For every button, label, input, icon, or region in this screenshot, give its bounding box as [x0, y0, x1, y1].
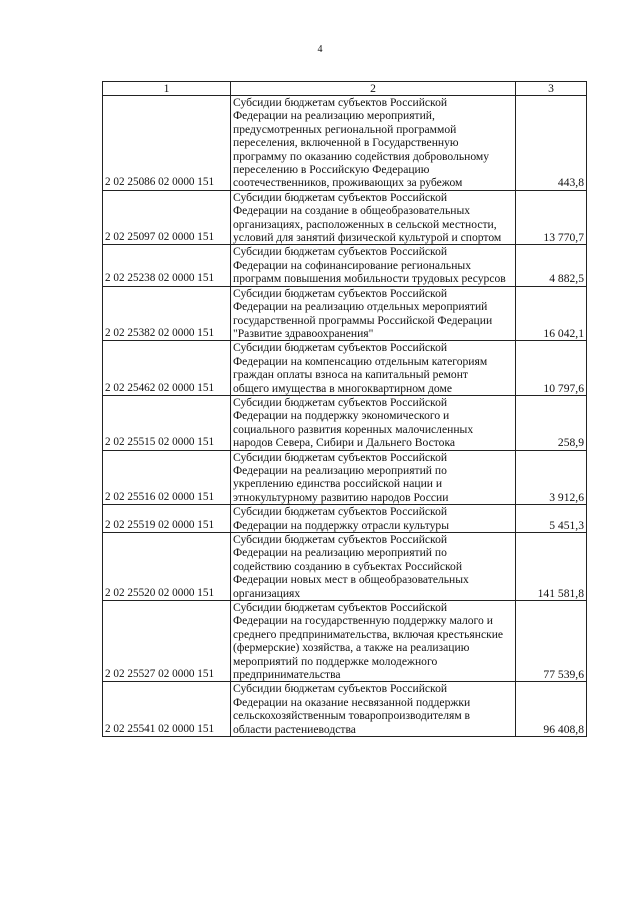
table-row — [103, 450, 587, 505]
revenue-name-line: Федерации на поддержку отрасли культуры — [233, 518, 449, 532]
revenue-name-line: Субсидии бюджетам субъектов Российской — [233, 96, 448, 109]
revenue-name-line: укреплению единства российской нации и — [233, 477, 443, 491]
amount-cell: 16 042,1 — [516, 286, 587, 341]
table-header-row — [103, 82, 587, 96]
table-row — [103, 96, 587, 191]
revenue-name-cell — [231, 450, 516, 505]
revenue-name-cell — [231, 286, 516, 341]
revenue-name-line: Субсидии бюджетам субъектов Российской — [233, 450, 448, 464]
revenue-code-cell: 2 02 25382 02 0000 151 — [103, 286, 231, 341]
revenue-name-line: Федерации на софинансирование региональных — [233, 258, 471, 272]
revenue-name-line: сельскохозяйственным товаропроизводителям в — [233, 709, 471, 723]
revenue-name-line: Субсидии бюджетам субъектов Российской — [233, 286, 448, 300]
revenue-name-line: программ повышения мобильности трудовых ресурсов — [233, 272, 506, 286]
revenue-name-line: Субсидии бюджетам субъектов Российской — [233, 395, 448, 409]
revenue-name-line: программу по оказанию содействия добровольному — [233, 149, 490, 163]
table-row — [103, 505, 587, 533]
revenue-name-line: Федерации на государственную поддержку малого и — [233, 614, 493, 628]
revenue-name-line: Федерации на реализацию мероприятий по — [233, 463, 447, 477]
revenue-name-line: этнокультурному развитию народов России — [233, 490, 449, 504]
revenue-name-line: среднего предпринимательства, включая крестьянские — [233, 627, 504, 641]
revenue-name-line: "Развитие здравоохранения" — [233, 326, 374, 340]
amount-cell: 77 539,6 — [516, 601, 587, 682]
amount-cell: 5 451,3 — [516, 505, 587, 533]
revenue-name-line: Федерации на реализацию отдельных мероприятий — [233, 300, 488, 314]
revenue-name-cell — [231, 341, 516, 396]
table-row — [103, 341, 587, 396]
revenue-name-cell — [231, 601, 516, 682]
amount-cell: 13 770,7 — [516, 190, 587, 245]
budget-table — [102, 81, 587, 737]
revenue-name-line: Федерации на создание в общеобразовательных — [233, 204, 471, 218]
column-header-code: 1 — [103, 82, 231, 96]
revenue-name-line: государственной программы Российской Федерации — [233, 313, 493, 327]
revenue-name-cell — [231, 533, 516, 601]
revenue-name-cell — [231, 96, 516, 191]
revenue-code-cell: 2 02 25238 02 0000 151 — [103, 245, 231, 286]
amount-cell: 4 882,5 — [516, 245, 587, 286]
revenue-name-line: Субсидии бюджетам субъектов Российской — [233, 190, 448, 204]
revenue-name-line: социального развития коренных малочисленных — [233, 422, 474, 436]
revenue-name-line: Федерации на поддержку экономического и — [233, 409, 450, 423]
revenue-name-line: условий для занятий физической культурой и спортом — [233, 231, 502, 245]
table-row — [103, 533, 587, 601]
amount-cell: 141 581,8 — [516, 533, 587, 601]
revenue-name-cell — [231, 682, 516, 737]
revenue-code-cell: 2 02 25519 02 0000 151 — [103, 505, 231, 533]
revenue-name-line: организациях, расположенных в сельской местности, — [233, 217, 497, 231]
revenue-name-cell — [231, 245, 516, 286]
amount-cell: 3 912,6 — [516, 450, 587, 505]
revenue-name-line: Федерации новых мест в общеобразовательных — [233, 573, 469, 587]
table-row — [103, 395, 587, 450]
table-body — [103, 96, 587, 737]
revenue-name-line: общего имущества в многоквартирном доме — [233, 381, 452, 395]
revenue-code-cell: 2 02 25086 02 0000 151 — [103, 96, 231, 191]
column-header-amount: 3 — [516, 82, 587, 96]
revenue-name-line: Субсидии бюджетам субъектов Российской — [233, 505, 448, 519]
revenue-name-line: граждан оплаты взноса на капитальный ремонт — [233, 368, 468, 382]
revenue-name-line: народов Севера, Сибири и Дальнего Востока — [233, 436, 456, 450]
revenue-name-line: соотечественников, проживающих за рубежом — [233, 176, 463, 190]
revenue-code-cell: 2 02 25515 02 0000 151 — [103, 395, 231, 450]
revenue-code-cell: 2 02 25462 02 0000 151 — [103, 341, 231, 396]
revenue-code-cell: 2 02 25541 02 0000 151 — [103, 682, 231, 737]
page-number: 4 — [317, 44, 323, 55]
revenue-name-line: области растениеводства — [233, 722, 356, 736]
revenue-name-cell — [231, 505, 516, 533]
revenue-code-cell: 2 02 25516 02 0000 151 — [103, 450, 231, 505]
revenue-code-cell: 2 02 25520 02 0000 151 — [103, 533, 231, 601]
table-row — [103, 601, 587, 682]
revenue-name-line: (фермерские) хозяйства, а также на реализацию — [233, 641, 470, 655]
revenue-name-line: мероприятий по поддержке молодежного — [233, 654, 438, 668]
revenue-code-cell: 2 02 25527 02 0000 151 — [103, 601, 231, 682]
revenue-name-line: Субсидии бюджетам субъектов Российской — [233, 341, 448, 355]
table-row — [103, 190, 587, 245]
revenue-name-line: Федерации на реализацию мероприятий по — [233, 546, 447, 560]
revenue-name-line: переселения, включенной в Государственную — [233, 136, 459, 150]
revenue-name-cell — [231, 190, 516, 245]
revenue-name-line: содействию созданию в субъектах Российской — [233, 559, 463, 573]
amount-cell: 258,9 — [516, 395, 587, 450]
revenue-name-line: Федерации на компенсацию отдельным категориям — [233, 354, 488, 368]
table-row — [103, 682, 587, 737]
revenue-name-cell — [231, 395, 516, 450]
revenue-name-line: Субсидии бюджетам субъектов Российской — [233, 533, 448, 546]
amount-cell: 10 797,6 — [516, 341, 587, 396]
revenue-name-line: Субсидии бюджетам субъектов Российской — [233, 682, 448, 696]
amount-cell: 96 408,8 — [516, 682, 587, 737]
revenue-name-line: переселению в Российскую Федерацию — [233, 163, 430, 177]
table-row — [103, 286, 587, 341]
revenue-name-line: Субсидии бюджетам субъектов Российской — [233, 245, 448, 259]
revenue-code-cell: 2 02 25097 02 0000 151 — [103, 190, 231, 245]
table-row — [103, 245, 587, 286]
column-header-name: 2 — [231, 82, 516, 96]
revenue-name-line: предусмотренных региональной программой — [233, 122, 457, 136]
revenue-name-line: Федерации на реализацию мероприятий, — [233, 109, 435, 123]
revenue-name-line: организациях — [233, 586, 301, 600]
revenue-name-line: Федерации на оказание несвязанной поддержки — [233, 695, 471, 709]
amount-cell: 443,8 — [516, 96, 587, 191]
revenue-name-line: предпринимательства — [233, 668, 341, 682]
revenue-name-line: Субсидии бюджетам субъектов Российской — [233, 601, 448, 615]
